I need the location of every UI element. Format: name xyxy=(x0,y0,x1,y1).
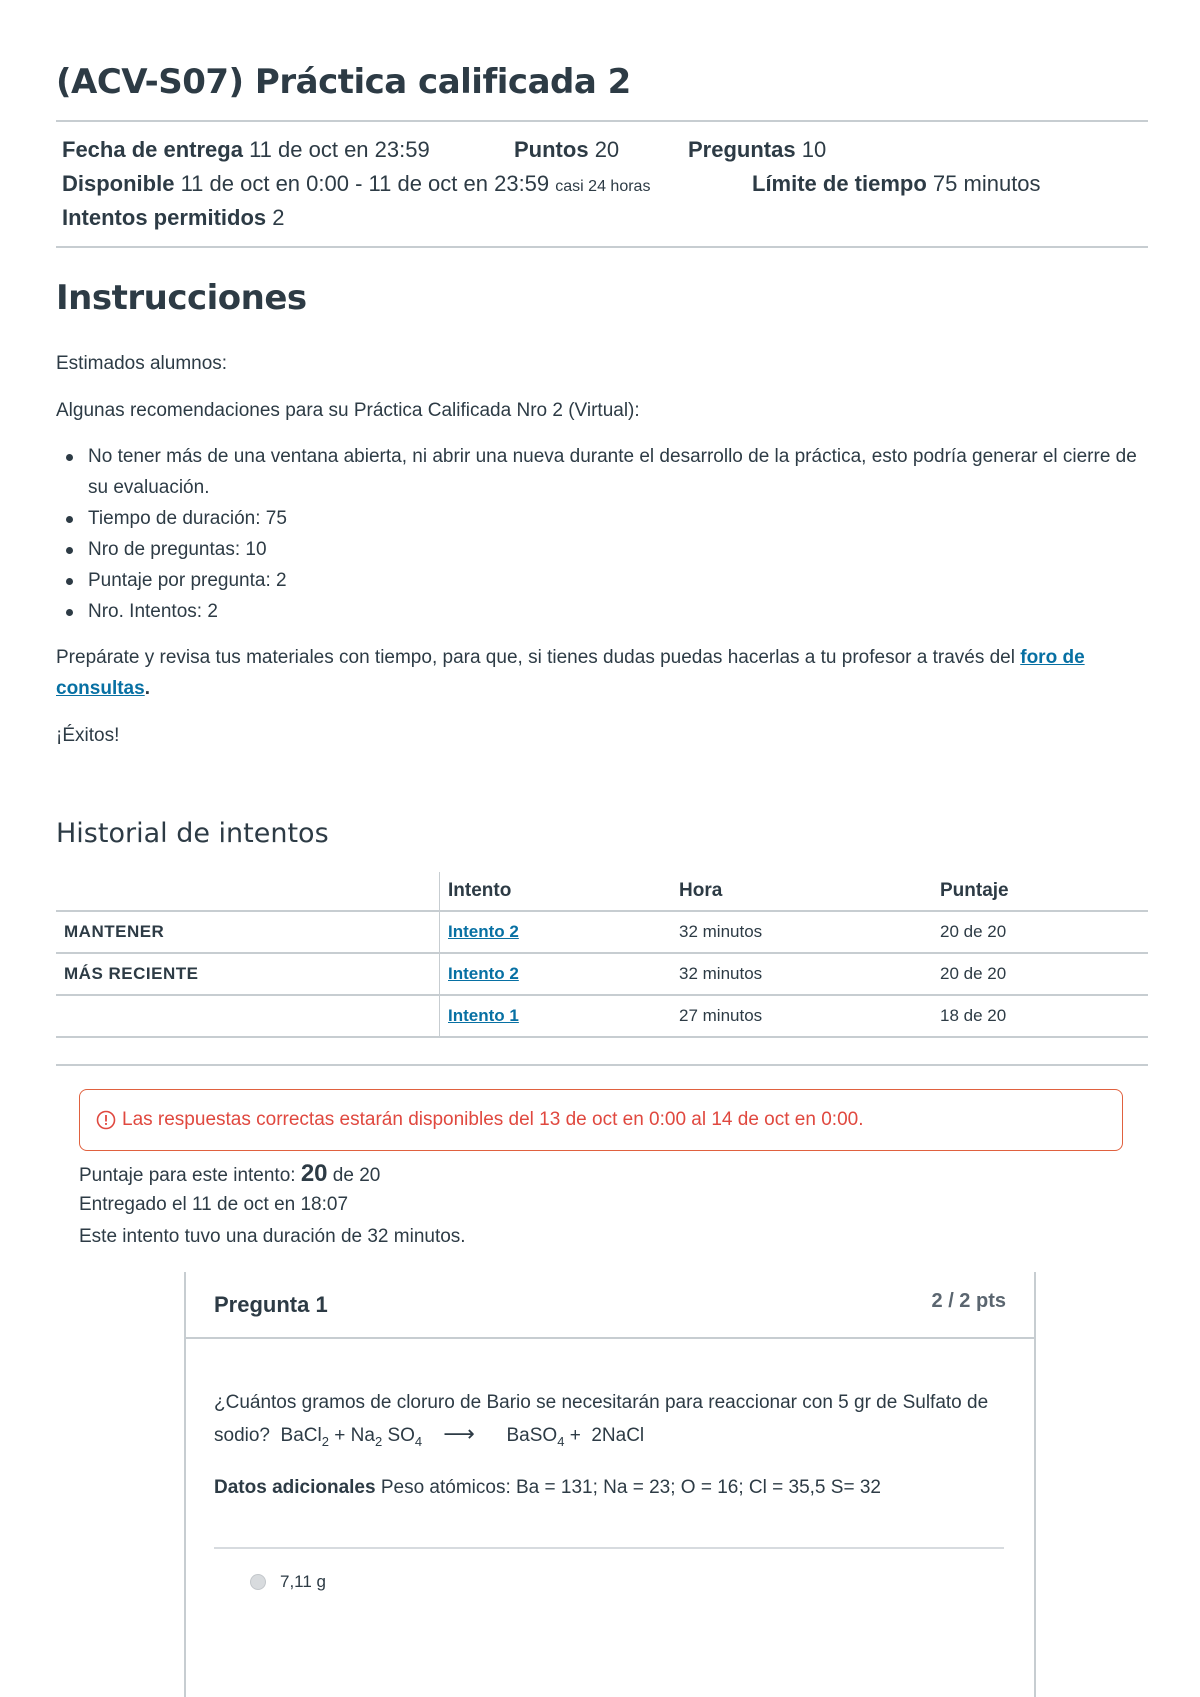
attempt-tag: MANTENER xyxy=(56,911,440,953)
question-points: 2 / 2 pts xyxy=(931,1290,1006,1312)
points-value: 20 xyxy=(594,137,620,162)
attempt-score: Puntaje para este intento: 20 de 20 xyxy=(79,1160,381,1187)
attempt-link[interactable]: Intento 1 xyxy=(448,1006,519,1025)
divider xyxy=(56,246,1148,248)
table-row xyxy=(56,911,1148,953)
instructions-intro: Algunas recomendaciones para su Práctica Calificada Nro 2 (Virtual): xyxy=(56,400,640,421)
available-value: 11 de oct en 0:00 - 11 de oct en 23:59 xyxy=(180,171,550,196)
attempt-link[interactable]: Intento 2 xyxy=(448,922,519,941)
divider xyxy=(56,120,1148,122)
attempt-score: 18 de 20 xyxy=(932,995,1148,1037)
attempt-score: 20 de 20 xyxy=(932,911,1148,953)
prepare-paragraph: Prepárate y revisa tus materiales con tiempo, para que, si tienes dudas puedas hacerlas a tu profesor a través del foro de consultas. xyxy=(56,647,1085,699)
page-title: (ACV-S07) Práctica calificada 2 xyxy=(56,62,631,102)
submitted-at: Entregado el 11 de oct en 18:07 xyxy=(79,1194,349,1215)
attempts-value: 2 xyxy=(272,205,285,230)
time-limit-value: 75 minutos xyxy=(932,171,1041,196)
divider xyxy=(214,1547,1004,1549)
chemical-equation: BaCl$_2$ + $Na_2$ $SO_4$ ⟶ BaSO$_4$ + 2NaCl xyxy=(275,1421,645,1449)
divider xyxy=(56,1064,1148,1066)
list-item: Tiempo de duración: 75 xyxy=(56,503,1148,534)
questions-value: 10 xyxy=(801,137,827,162)
attempts-label: Intentos permitidos xyxy=(62,205,267,230)
column-header xyxy=(56,872,440,911)
time-limit-label: Límite de tiempo xyxy=(752,171,927,196)
table-row xyxy=(56,953,1148,995)
recommendations-list xyxy=(56,441,1148,627)
alert-text: Las respuestas correctas estarán disponibles del 13 de oct en 0:00 al 14 de oct en 0:00. xyxy=(122,1109,864,1130)
answer-label: 7,11 g xyxy=(280,1572,327,1591)
answers-availability-alert xyxy=(79,1089,1123,1151)
history-heading: Historial de intentos xyxy=(56,818,329,849)
column-header: Intento xyxy=(440,872,672,911)
radio-button[interactable] xyxy=(250,1574,266,1590)
attempt-score: 20 de 20 xyxy=(932,953,1148,995)
score-value: 20 xyxy=(300,1160,328,1187)
due-value: 11 de oct en 23:59 xyxy=(249,137,430,162)
attempt-link[interactable]: Intento 2 xyxy=(448,964,519,983)
attempt-tag xyxy=(56,995,440,1037)
instructions-greeting: Estimados alumnos: xyxy=(56,353,228,374)
attempt-duration: Este intento tuvo una duración de 32 minutos. xyxy=(79,1226,466,1247)
closing-text: ¡Éxitos! xyxy=(56,725,120,746)
attempt-time: 32 minutos xyxy=(671,953,932,995)
available-note: casi 24 horas xyxy=(555,178,651,195)
questions-label: Preguntas xyxy=(688,137,796,162)
table-row xyxy=(56,995,1148,1037)
answer-option[interactable] xyxy=(250,1572,326,1592)
forum-link[interactable]: foro de consultas xyxy=(56,647,1085,699)
list-item: No tener más de una ventana abierta, ni abrir una nueva durante el desarrollo de la práctica, esto podría generar el cierre de su evaluación. xyxy=(56,441,1148,503)
instructions-heading: Instrucciones xyxy=(56,278,307,318)
table-header-row xyxy=(56,872,1148,911)
column-header: Hora xyxy=(671,872,932,911)
question-title: Pregunta 1 xyxy=(214,1292,328,1317)
additional-data: Datos adicionales Peso atómicos: Ba = 131; Na = 23; O = 16; Cl = 35,5 S= 32 xyxy=(214,1477,881,1498)
warning-icon xyxy=(96,1110,116,1130)
question-header xyxy=(186,1272,1034,1339)
points-label: Puntos xyxy=(514,137,589,162)
list-item: Nro. Intentos: 2 xyxy=(56,596,1148,627)
due-label: Fecha de entrega xyxy=(62,137,243,162)
question-text: ¿Cuántos gramos de cloruro de Bario se necesitarán para reaccionar con 5 gr de Sulfato de sodio? BaCl$_2$ + $Na_2$ $SO_4$ ⟶ BaSO$_4$ + 2NaCl xyxy=(214,1392,989,1449)
attempt-time: 32 minutos xyxy=(671,911,932,953)
column-header: Puntaje xyxy=(932,872,1148,911)
attempt-time: 27 minutos xyxy=(671,995,932,1037)
list-item: Nro de preguntas: 10 xyxy=(56,534,1148,565)
available-label: Disponible xyxy=(62,171,175,196)
list-item: Puntaje por pregunta: 2 xyxy=(56,565,1148,596)
attempt-history-table xyxy=(56,872,1148,1038)
question-card xyxy=(184,1272,1036,1697)
attempt-tag: MÁS RECIENTE xyxy=(56,953,440,995)
